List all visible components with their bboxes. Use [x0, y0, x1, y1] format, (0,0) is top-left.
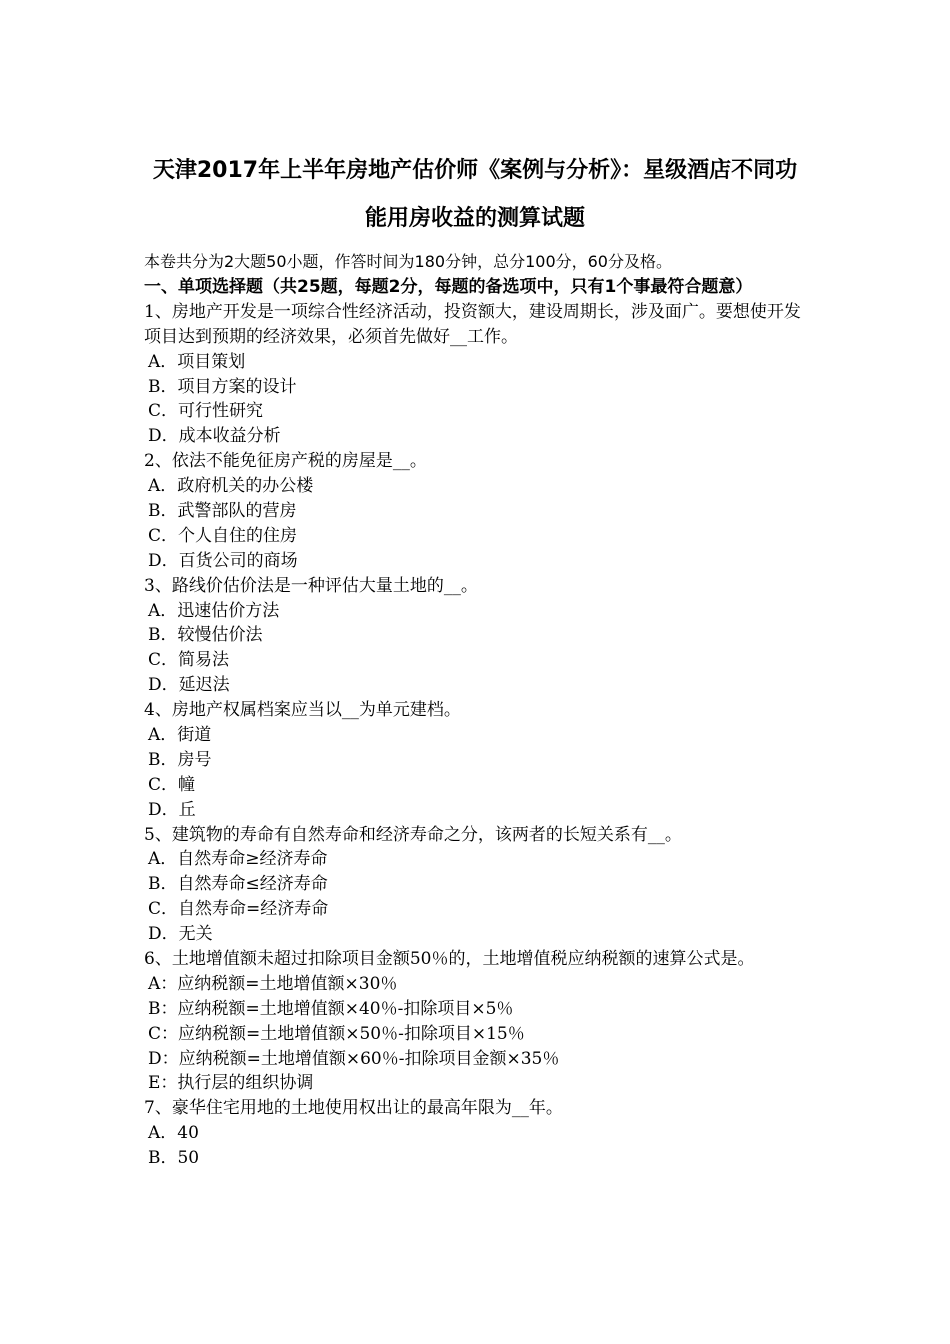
- question-stem: 1、房地产开发是一项综合性经济活动，投资额大，建设周期长，涉及面广。要想使开发项目达到预期的经济效果，必须首先做好__工作。: [144, 301, 801, 347]
- option-d: D．成本收益分析: [148, 426, 281, 447]
- option-c: C．个人自住的住房: [148, 525, 298, 546]
- option-b: B．较慢估价法: [148, 625, 263, 646]
- option-a: A．自然寿命≥经济寿命: [148, 849, 328, 870]
- document-title-line-2: 能用房收益的测算试题: [364, 206, 585, 231]
- option-a: A：应纳税额=土地增值额×30％: [148, 973, 398, 994]
- question-stem: 4、房地产权属档案应当以__为单元建档。: [144, 700, 461, 721]
- option-a: A．项目策划: [148, 351, 246, 372]
- section-heading: 一、单项选择题（共25题，每题2分，每题的备选项中，只有1个事最符合题意）: [144, 276, 753, 297]
- option-b: B．武警部队的营房: [148, 500, 297, 521]
- option-d: D．百货公司的商场: [148, 550, 298, 571]
- option-d: D．丘: [148, 799, 196, 820]
- question-5: [144, 823, 808, 947]
- option-a: A．街道: [148, 724, 212, 745]
- question-6: [144, 947, 808, 1096]
- question-stem: 6、土地增值额未超过扣除项目金额50％的，土地增值税应纳税额的速算公式是。: [144, 948, 755, 969]
- question-stem: 3、路线价估价法是一种评估大量土地的__。: [144, 575, 478, 596]
- option-b: B．自然寿命≤经济寿命: [148, 874, 328, 895]
- option-d: D．延迟法: [148, 675, 230, 696]
- option-d: D：应纳税额=土地增值额×60％-扣除项目金额×35％: [148, 1048, 560, 1069]
- option-a: A．政府机关的办公楼: [148, 476, 314, 497]
- document-title-line-1: 天津2017年上半年房地产估价师《案例与分析》：星级酒店不同功: [152, 158, 798, 183]
- question-stem: 5、建筑物的寿命有自然寿命和经济寿命之分，该两者的长短关系有__。: [144, 824, 682, 845]
- question-stem: 2、依法不能免征房产税的房屋是__。: [144, 451, 427, 472]
- option-b: B．房号: [148, 749, 212, 770]
- question-3: [144, 574, 808, 698]
- option-e: E：执行层的组织协调: [148, 1073, 314, 1094]
- question-1: [144, 300, 808, 449]
- option-a: A．40: [148, 1123, 199, 1144]
- option-b: B．项目方案的设计: [148, 376, 297, 397]
- question-4: [144, 698, 808, 822]
- question-7: [144, 1096, 808, 1171]
- exam-intro: 本卷共分为2大题50小题，作答时间为180分钟，总分100分，60分及格。: [144, 252, 672, 271]
- option-c: C．可行性研究: [148, 401, 264, 422]
- question-stem: 7、豪华住宅用地的土地使用权出让的最高年限为__年。: [144, 1098, 563, 1119]
- option-c: C．简易法: [148, 650, 230, 671]
- option-c: C：应纳税额=土地增值额×50％-扣除项目×15％: [148, 1023, 525, 1044]
- option-d: D．无关: [148, 924, 213, 945]
- option-a: A．迅速估价方法: [148, 600, 280, 621]
- option-c: C．自然寿命=经济寿命: [148, 899, 329, 920]
- question-2: [144, 449, 808, 573]
- option-c: C．幢: [148, 774, 196, 795]
- document-body: [144, 250, 808, 1171]
- option-b: B．50: [148, 1148, 200, 1169]
- option-b: B：应纳税额=土地增值额×40％-扣除项目×5％: [148, 998, 514, 1019]
